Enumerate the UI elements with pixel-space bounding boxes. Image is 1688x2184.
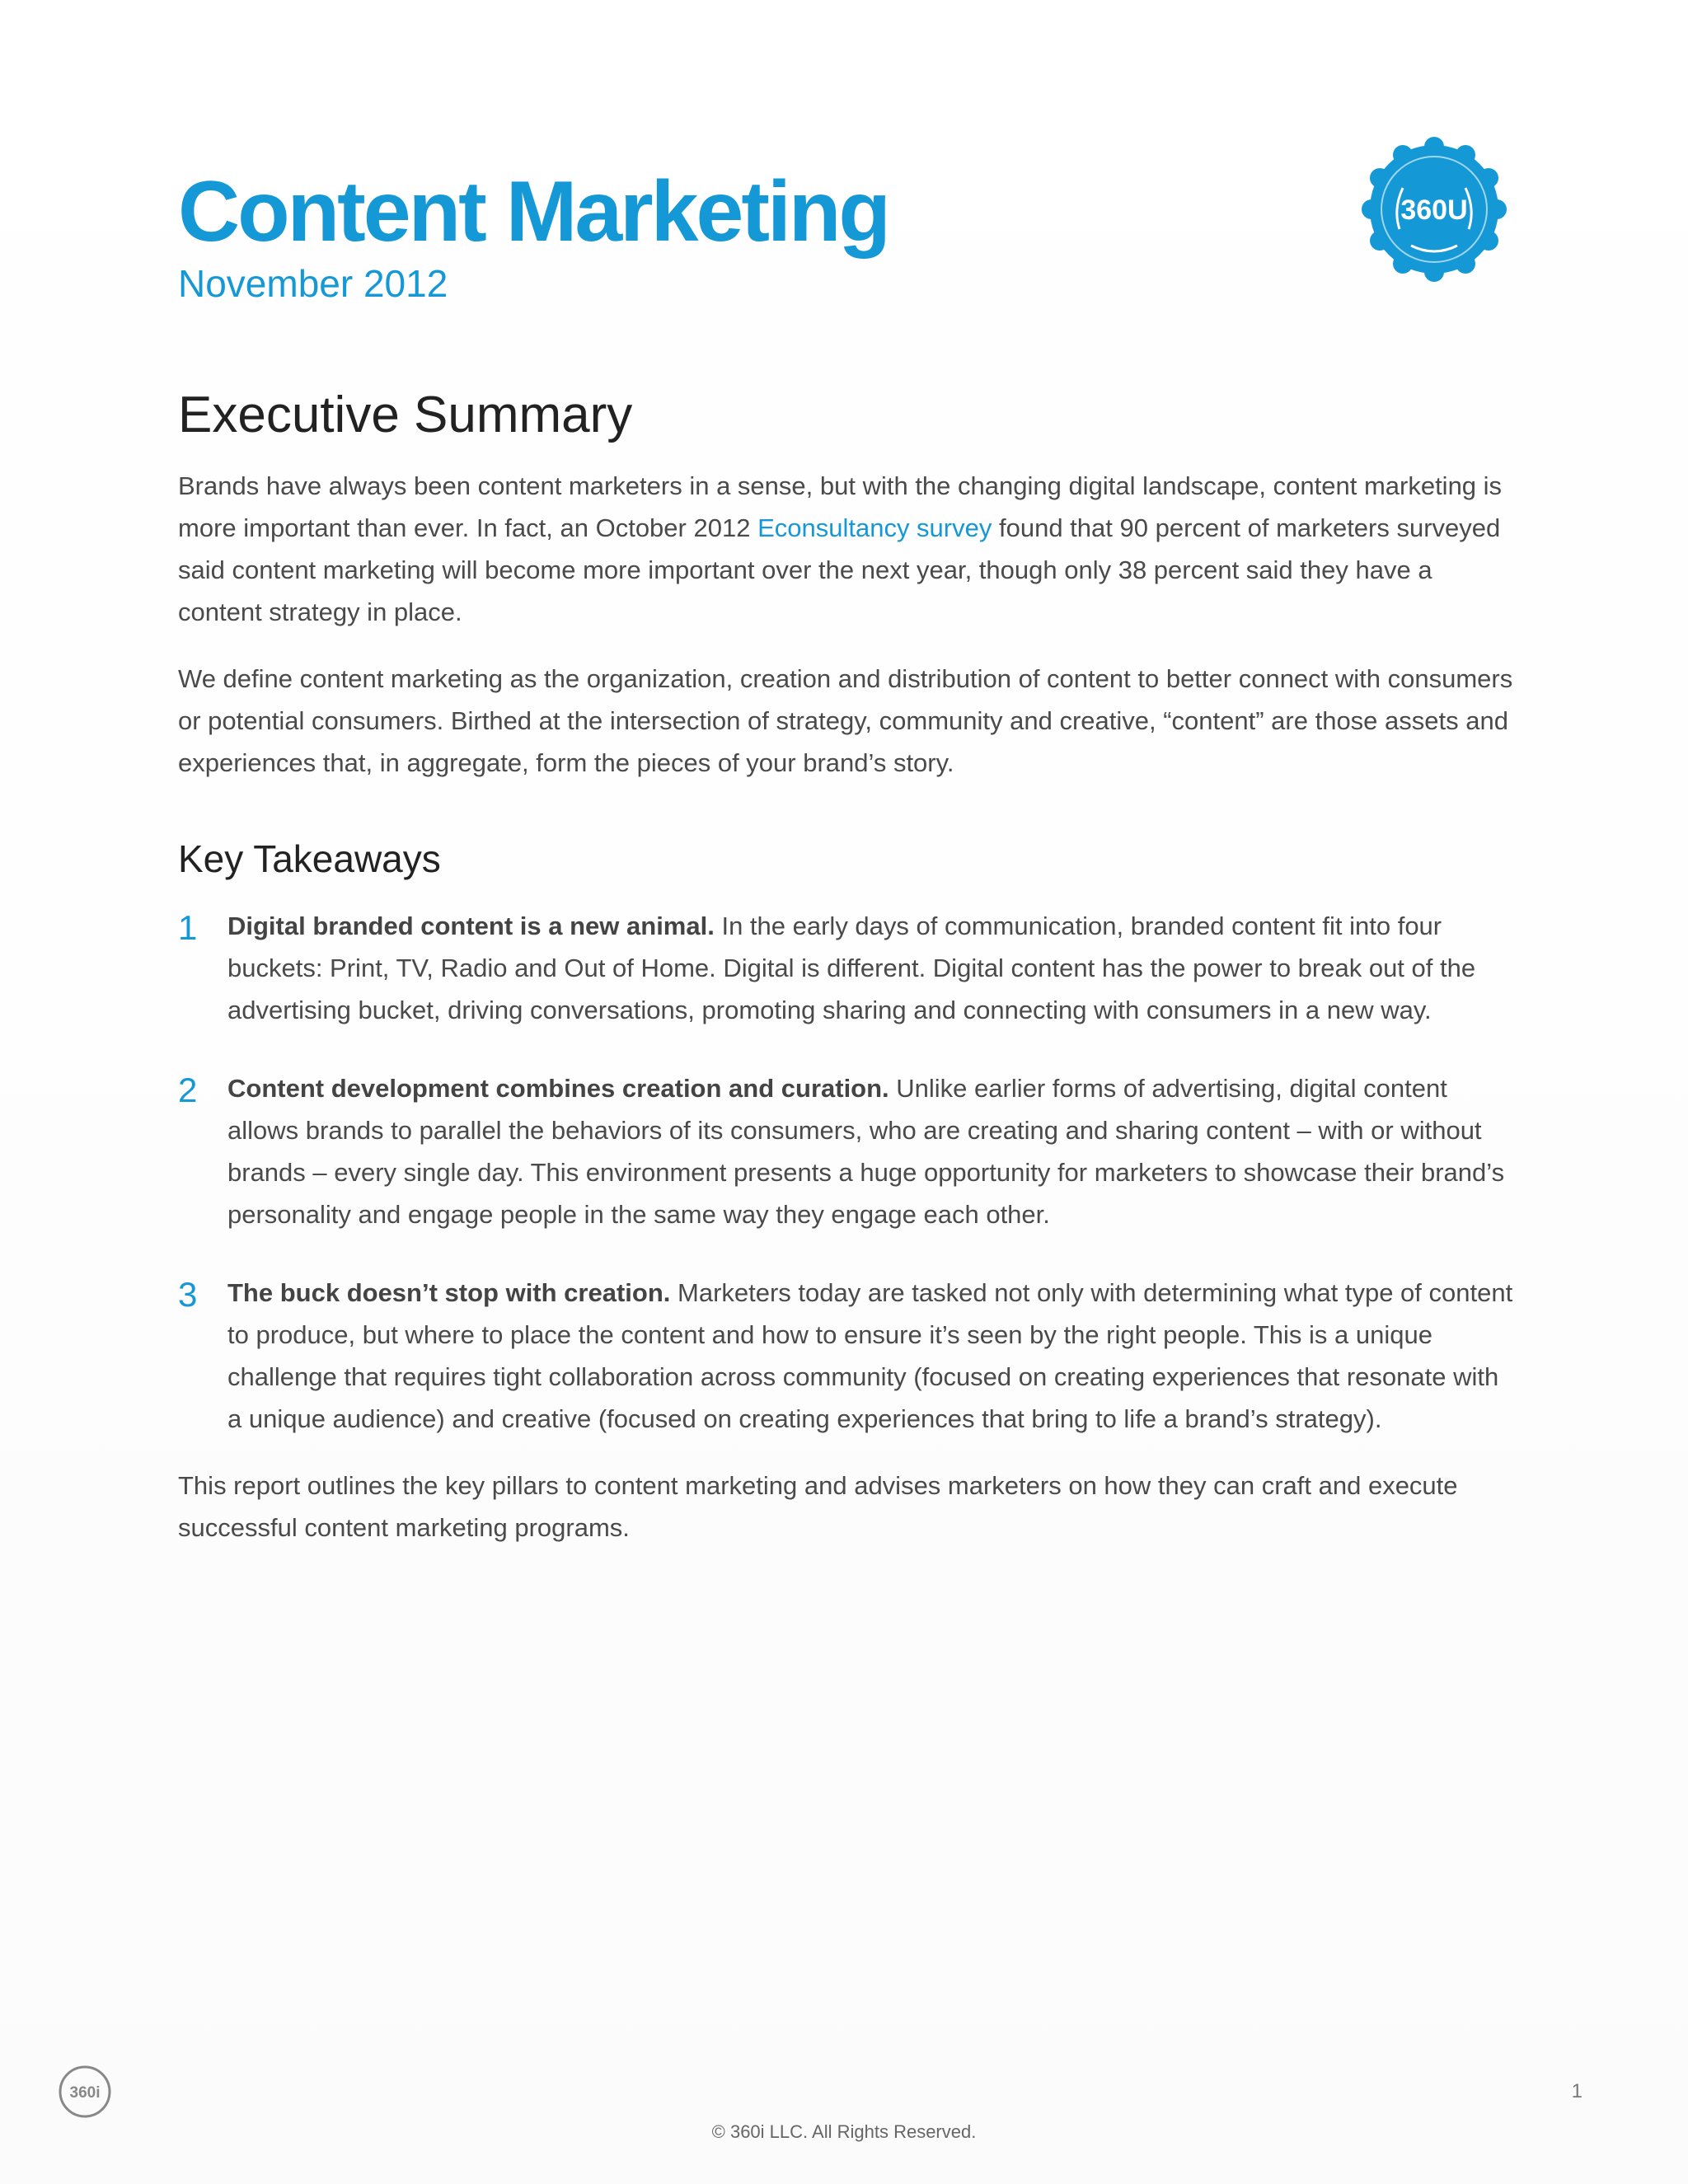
takeaway-item-3: [178, 1272, 1513, 1440]
badge-text: 360U: [1400, 194, 1468, 226]
takeaway-item-2: [178, 1067, 1513, 1235]
document-body: [178, 387, 1513, 1573]
takeaway-text: Digital branded content is a new animal. In the early days of communication, branded content fit into four buckets: Print, TV, Radio and Out of Home. Digital is different. Digital content has the power to break out of the advertising bucket, driving conversations, promoting sharing and connecting with consumers in a new way.: [227, 911, 1476, 1024]
document-date: November 2012: [178, 262, 448, 305]
takeaway-text: Content development combines creation and curation. Unlike earlier forms of advertising, digital content allows brands to parallel the behaviors of its consumers, who are creating and sharing content – with or without brands – every single day. This environment presents a huge opportunity for marketers to showcase their brand’s personality and engage people in the same way they engage each other.: [227, 1073, 1505, 1229]
econsultancy-survey-link[interactable]: Econsultancy survey: [757, 513, 992, 543]
takeaway-text: The buck doesn’t stop with creation. Marketers today are tasked not only with determining what type of content to produce, but where to place the content and how to ensure it’s seen by the right people. This is a unique challenge that requires tight collaboration across community (focused on creating experiences that resonate with a unique audience) and creative (focused on creating experiences that bring to life a brand’s strategy).: [227, 1277, 1513, 1433]
executive-summary-heading: Executive Summary: [178, 387, 633, 443]
takeaway-number: 3: [178, 1274, 198, 1314]
360i-footer-logo: [58, 2064, 112, 2119]
closing-paragraph: This report outlines the key pillars to content marketing and advises marketers on how they can craft and execute successful content marketing programs.: [178, 1470, 1458, 1542]
takeaway-number: 1: [178, 907, 198, 947]
page-number: 1: [1571, 2080, 1582, 2102]
executive-summary-paragraph-1: Brands have always been content marketers in a sense, but with the changing digital landscape, content marketing is more important than ever. In fact, an October 2012 Econsultancy survey found that 90 percent of marketers surveyed said content marketing will become more important over the next year, though only 38 percent said they have a content strategy in place.: [178, 471, 1503, 627]
takeaway-number: 2: [178, 1070, 198, 1109]
executive-summary-paragraph-2: We define content marketing as the organization, creation and distribution of content to better connect with consumers or potential consumers. Birthed at the intersection of strategy, community and creative, “content” are those assets and experiences that, in aggregate, form the pieces of your brand’s story.: [178, 664, 1513, 778]
document-header: [178, 164, 889, 305]
copyright-notice: © 360i LLC. All Rights Reserved.: [711, 2121, 977, 2142]
360u-badge-logo: [1362, 137, 1507, 282]
takeaway-item-1: [178, 905, 1513, 1031]
key-takeaways-heading: Key Takeaways: [178, 837, 441, 881]
document-title: Content Marketing: [178, 164, 889, 260]
footer-logo-text: 360i: [69, 2084, 101, 2102]
